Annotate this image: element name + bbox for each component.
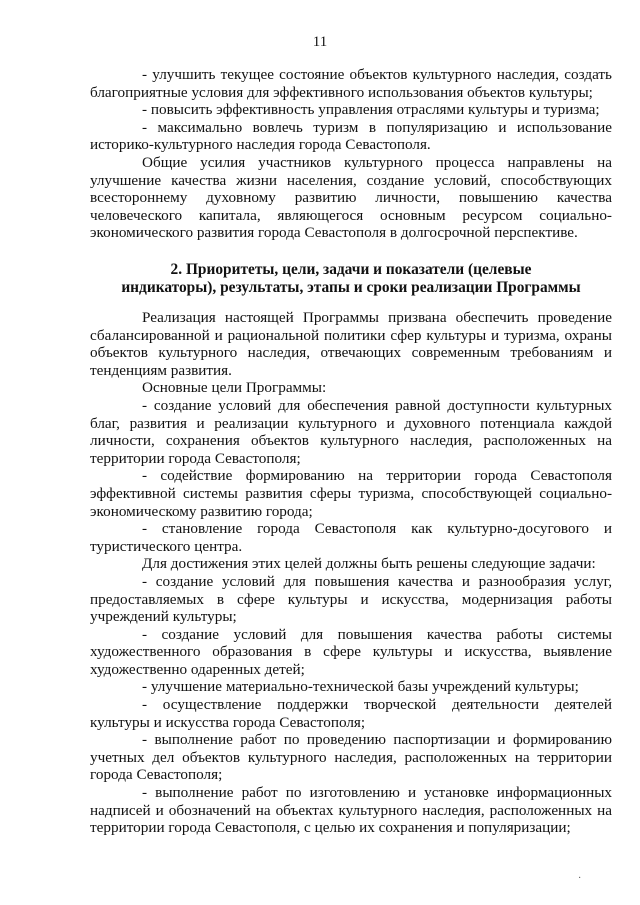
paragraph: - улучшить текущее состояние объектов культурного наследия, создать благоприятные условия для эффективного использования объектов культуры; (90, 66, 612, 101)
paragraph: - улучшение материально-технической базы учреждений культуры; (142, 678, 579, 696)
paragraph: Общие усилия участников культурного процесса направлены на улучшение качества жизни населения, создание условий, способствующих всестороннему духовному развитию личности, повышению качества человеческого капитала, являющегося основным ресурсом социально-экономического развития города Севастополя в долгосрочной перспективе. (90, 153, 612, 242)
paragraph: Реализация настоящей Программы призвана обеспечить проведение сбалансированной и рациональной политики сфер культуры и туризма, охраны объектов культурного наследия, отвечающих современным требованиям и тенденциям развития. (90, 309, 612, 379)
paragraph: - выполнение работ по изготовлению и установке информационных надписей и обозначений на объектах культурного наследия, расположенных на территории города Севастополя, с целью их сохранения и популяризации; (90, 784, 612, 837)
paragraph: - содействие формированию на территории города Севастополя эффективной системы развития сферы туризма, способствующей социально-экономическому развитию города; (90, 467, 612, 520)
paragraph: - повысить эффективность управления отраслями культуры и туризма; (142, 101, 600, 119)
section-body (90, 309, 612, 837)
paragraph: - выполнение работ по проведению паспортизации и формированию учетных дел объектов культурного наследия, расположенных на территории города Севастополя; (90, 731, 612, 784)
paragraph: - максимально вовлечь туризм в популяризацию и использование историко-культурного наследия города Севастополя. (90, 118, 612, 154)
section-heading (90, 261, 612, 297)
paragraph: - становление города Севастополя как культурно-досугового и туристического центра. (90, 520, 612, 555)
page-number: 11 (312, 34, 328, 50)
intro-paragraphs (90, 66, 612, 242)
paragraph: - осуществление поддержки творческой деятельности деятелей культуры и искусства города Севастополя; (90, 696, 612, 731)
paragraph: Для достижения этих целей должны быть решены следующие задачи: (142, 555, 596, 573)
paragraph: Основные цели Программы: (142, 379, 327, 397)
paragraph: - создание условий для обеспечения равной доступности культурных благ, развития и реализации культурного и духовного потенциала каждой личности, сохранения объектов культурного наследия, расположенных на территории города Севастополя; (90, 396, 612, 467)
heading-line: индикаторы), результаты, этапы и сроки реализации Программы (121, 279, 581, 296)
scan-speck: · (578, 873, 582, 884)
paragraph: - создание условий для повышения качества работы системы художественного образования в сфере культуры и искусства, выявление художественно одаренных детей; (90, 625, 612, 678)
heading-line: 2. Приоритеты, цели, задачи и показатели (целевые (170, 261, 532, 278)
paragraph: - создание условий для повышения качества и разнообразия услуг, предоставляемых в сфере культуры и искусства, модернизация работы учреждений культуры; (90, 572, 612, 626)
